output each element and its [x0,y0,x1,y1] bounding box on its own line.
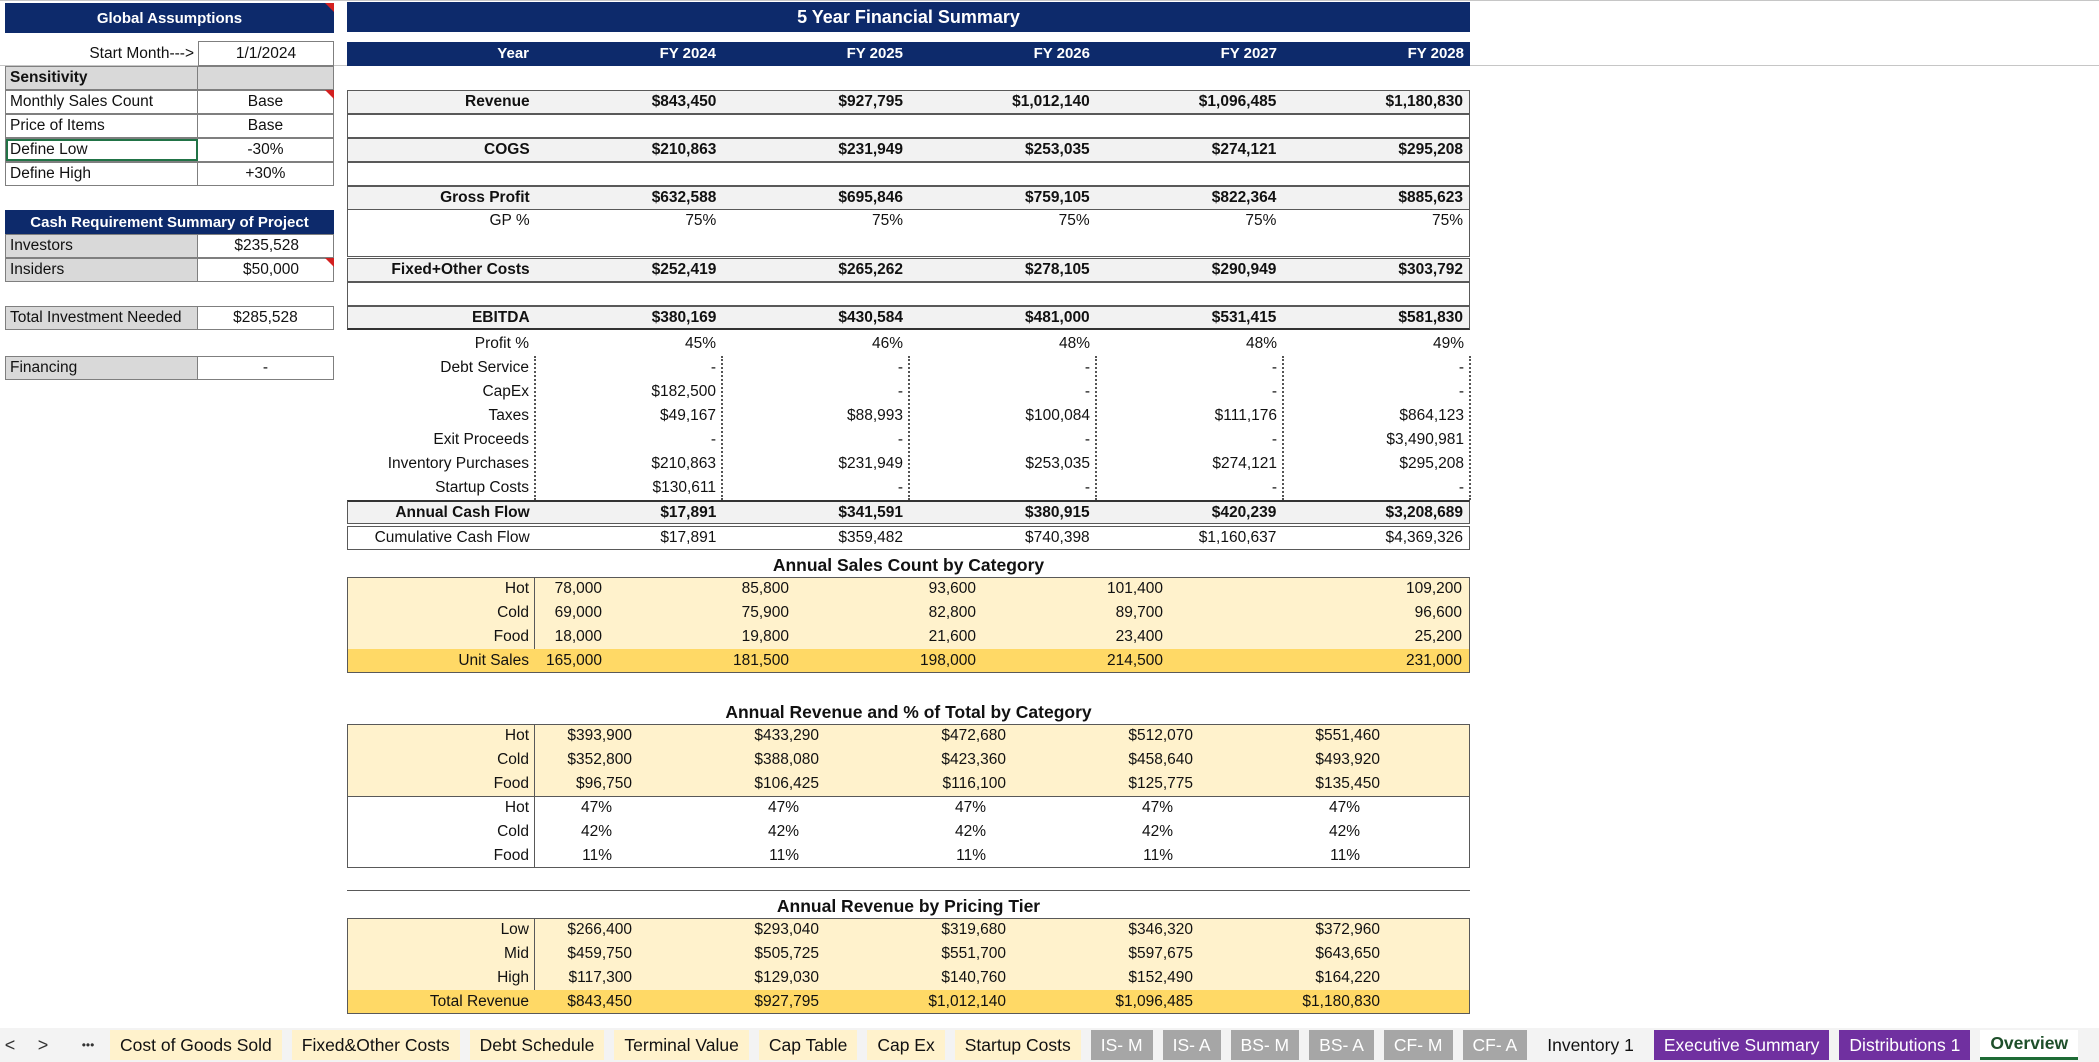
revenue-category-0-label: Hot [504,727,529,744]
revenue-category-0-value[interactable]: $393,900 [567,727,632,744]
detail-4-value[interactable]: - [1271,431,1277,448]
annual-cash-flow-label: Annual Cash Flow [395,503,530,521]
sales-count-0-value[interactable]: 93,600 [928,580,976,597]
detail-0-value[interactable]: 48% [1245,335,1277,352]
fixed-other-row [347,258,1470,282]
revenue-pct-0-value[interactable]: 47% [1328,799,1360,816]
gp-pct-value[interactable]: 75% [1058,212,1090,229]
revenue-category-0-value[interactable]: $551,460 [1315,727,1380,744]
detail-5-value[interactable]: $274,121 [1212,455,1277,472]
sensitivity-row [5,114,334,138]
sensitivity-row-value[interactable]: -30% [247,141,284,158]
sensitivity-row-label: Define High [6,163,198,185]
dotted-separator [1095,356,1097,500]
pricing-tier-title: Annual Revenue by Pricing Tier [776,896,1041,916]
start-month-label: Start Month---> [89,44,194,62]
cash-requirement-row [5,258,334,282]
total-revenue-value[interactable]: $843,450 [567,993,632,1010]
revenue-pct-0-value[interactable]: 47% [1141,799,1173,816]
detail-2-value[interactable]: - [1458,383,1464,400]
detail-6-value[interactable]: - [897,479,903,496]
sales-count-1-value[interactable]: 69,000 [554,604,602,621]
pricing-tier-2-label: High [497,969,529,986]
sales-count-2-value[interactable]: 19,800 [741,628,789,645]
revenue-category-1-value[interactable]: $423,360 [941,751,1006,768]
sales-count-1-value[interactable]: 75,900 [741,604,789,621]
blank-row [347,114,1470,138]
pricing-tier-1-value[interactable]: $643,650 [1315,945,1380,962]
dotted-separator [721,356,723,500]
tab-bs-a[interactable]: BS- A [1309,1030,1374,1060]
unit-sales-value[interactable]: 231,000 [1405,652,1462,669]
detail-1-label: Debt Service [440,359,529,376]
revenue-category-2-value[interactable]: $96,750 [575,775,632,792]
sales-count-0-value[interactable]: 78,000 [554,580,602,597]
pricing-tier-2-value[interactable]: $152,490 [1128,969,1193,986]
revenue-category-1-value[interactable]: $458,640 [1128,751,1193,768]
cash-requirement-label: Insiders [6,259,198,281]
total-revenue-value[interactable]: $1,096,485 [1115,993,1193,1010]
tab-cf-m[interactable]: CF- M [1384,1030,1453,1060]
ebitda-value[interactable]: $581,830 [1398,308,1464,326]
fixed-other-value[interactable]: $278,105 [1025,261,1090,278]
revenue-pct-2-value[interactable]: 11% [769,847,799,864]
cash-requirement-value[interactable]: $50,000 [242,261,299,278]
revenue-value[interactable]: $1,012,140 [1012,93,1090,110]
revenue-value[interactable]: $927,795 [838,93,904,110]
revenue-category-2-label: Food [493,775,529,792]
tab-fixed-other-costs[interactable]: Fixed&Other Costs [292,1030,460,1060]
cogs-value[interactable]: $210,863 [651,141,717,158]
pricing-tier-2-value[interactable]: $117,300 [568,969,632,986]
detail-5-value[interactable]: $295,208 [1399,455,1464,472]
revenue-category-0-value[interactable]: $472,680 [941,727,1006,744]
tab-bs-m[interactable]: BS- M [1231,1030,1300,1060]
gross-profit-value[interactable]: $885,623 [1398,189,1464,206]
cogs-value[interactable]: $231,949 [838,141,904,158]
detail-4-label: Exit Proceeds [433,431,529,448]
table-column-border [534,918,535,990]
cogs-value[interactable]: $253,035 [1025,141,1090,158]
detail-3-value[interactable]: $864,123 [1399,407,1464,424]
section-divider [347,890,1470,891]
detail-1-value[interactable]: - [1458,359,1464,376]
revenue-pct-2-value[interactable]: 11% [582,847,612,864]
cumulative-cash-flow-value[interactable]: $359,482 [838,529,904,546]
table-column-border [534,577,535,649]
revenue-category-0-value[interactable]: $433,290 [754,727,819,744]
pricing-tier-1-value[interactable]: $459,750 [567,945,632,962]
cumulative-cash-flow-value[interactable]: $1,160,637 [1198,529,1277,546]
detail-6-value[interactable]: $130,611 [652,479,716,496]
blank-row [347,162,1470,186]
sales-count-1-label: Cold [497,604,529,621]
sensitivity-row-label: Monthly Sales Count [6,91,198,113]
revenue-pct-2-value[interactable]: 11% [956,847,986,864]
sales-count-1-value[interactable]: 96,600 [1414,604,1462,621]
cogs-row [347,138,1470,162]
sensitivity-row-value[interactable]: +30% [245,165,286,182]
sensitivity-row [5,138,334,162]
sensitivity-row-label: Price of Items [6,115,198,137]
gridline [0,0,2099,1]
sales-count-0-value[interactable]: 101,400 [1106,580,1163,597]
sensitivity-header [5,66,334,90]
tab-distributions-1[interactable]: Distributions 1 [1839,1030,1970,1060]
table-border [347,918,1470,1014]
detail-4-value[interactable]: - [897,431,903,448]
annual-cash-flow-value[interactable]: $420,239 [1211,503,1277,521]
total-revenue-value[interactable]: $927,795 [754,993,819,1010]
revenue-pct-1-value[interactable]: 42% [767,823,799,840]
tab-executive-summary[interactable]: Executive Summary [1654,1030,1830,1060]
revenue-category-1-value[interactable]: $388,080 [754,751,819,768]
total-investment-value[interactable]: $285,528 [233,309,298,326]
sales-count-0-value[interactable]: 85,800 [741,580,789,597]
tab-scroll-left-icon[interactable]: < [4,1034,16,1055]
year-cells [535,42,1470,66]
financing-label: Financing [6,357,198,379]
gross-profit-label: Gross Profit [440,189,530,206]
fixed-other-value[interactable]: $265,262 [838,261,904,278]
revenue-category-2-value[interactable]: $135,450 [1315,775,1380,792]
revenue-pct-1-value[interactable]: 42% [1141,823,1173,840]
financing-value[interactable]: - [262,359,268,376]
cogs-value[interactable]: $295,208 [1398,141,1464,158]
dotted-separator [1469,356,1471,500]
revenue-pct-1-value[interactable]: 42% [954,823,986,840]
gross-profit-value[interactable]: $695,846 [838,189,904,206]
year-label: Year [497,45,529,62]
gp-pct-label: GP % [489,212,530,229]
year-cell: FY 2025 [846,45,903,62]
tab-cf-a[interactable]: CF- A [1463,1030,1528,1060]
sales-count-title: Annual Sales Count by Category [772,555,1045,575]
detail-0-value[interactable]: 48% [1058,335,1090,352]
revenue-pct-0-value[interactable]: 47% [954,799,986,816]
tab-cap-table[interactable]: Cap Table [759,1030,858,1060]
tab-cap-ex[interactable]: Cap Ex [867,1030,944,1060]
revenue-value[interactable]: $1,096,485 [1198,93,1277,110]
detail-3-value[interactable]: $111,176 [1214,407,1277,424]
revenue-category-2-value[interactable]: $116,100 [942,775,1006,792]
sensitivity-row [5,162,334,186]
fixed-other-value[interactable]: $252,419 [651,261,717,278]
ebitda-label: EBITDA [471,308,530,326]
total-revenue-value[interactable]: $1,180,830 [1302,993,1380,1010]
revenue-category-2-value[interactable]: $125,775 [1128,775,1193,792]
revenue-pct-1-label: Cold [497,823,529,840]
revenue-category-2-value[interactable]: $106,425 [754,775,819,792]
unit-sales-value[interactable]: 181,500 [732,652,789,669]
gp-pct-value[interactable]: 75% [1245,212,1277,229]
tab-startup-costs[interactable]: Startup Costs [955,1030,1081,1060]
gross-profit-value[interactable]: $822,364 [1211,189,1277,206]
detail-3-value[interactable]: $88,993 [846,407,903,424]
gross-profit-row [347,186,1470,210]
sensitivity-blank [198,67,333,89]
sales-count-1-value[interactable]: 82,800 [928,604,976,621]
gross-profit-value[interactable]: $632,588 [651,189,717,206]
comment-indicator-icon [325,258,334,267]
year-cell: FY 2028 [1407,45,1464,62]
detail-3-value[interactable]: $49,167 [659,407,716,424]
cash-requirement-label: Investors [6,235,198,257]
sales-count-2-label: Food [493,628,529,645]
sheet-tabs [110,1030,2088,1060]
detail-4-value[interactable]: $3,490,981 [1386,431,1464,448]
fixed-other-label: Fixed+Other Costs [391,261,530,278]
sales-count-2-value[interactable]: 18,000 [554,628,602,645]
detail-2-value[interactable]: $182,500 [651,383,716,400]
pricing-tier-2-value[interactable]: $140,760 [941,969,1006,986]
gp-pct-value[interactable]: 75% [871,212,904,229]
revenue-pct-2-value[interactable]: 11% [1330,847,1360,864]
year-cell: FY 2024 [659,45,716,62]
cumulative-cash-flow-label: Cumulative Cash Flow [374,529,530,546]
detail-3-value[interactable]: $100,084 [1025,407,1090,424]
revenue-pct-0-value[interactable]: 47% [580,799,612,816]
total-investment-row [5,306,334,330]
tab-is-a[interactable]: IS- A [1163,1030,1221,1060]
cumulative-cash-flow-value[interactable]: $4,369,326 [1385,529,1464,546]
total-investment-label: Total Investment Needed [6,307,198,329]
total-revenue-value[interactable]: $1,012,140 [928,993,1006,1010]
cash-requirement-header: Cash Requirement Summary of Project [5,210,334,234]
fixed-other-value[interactable]: $290,949 [1211,261,1277,278]
pricing-tier-1-value[interactable]: $597,675 [1128,945,1193,962]
revenue-pct-0-value[interactable]: 47% [767,799,799,816]
dotted-separator [908,356,910,500]
detail-2-label: CapEx [482,383,529,400]
sensitivity-row [5,90,334,114]
table-border [347,577,1470,673]
detail-3-label: Taxes [488,407,529,424]
annual-cash-flow-value[interactable]: $3,208,689 [1385,503,1464,521]
ebitda-value[interactable]: $430,584 [838,308,904,326]
table-inner-border [347,796,1470,797]
start-month-cell[interactable]: 1/1/2024 [198,41,334,66]
start-month-row [5,41,334,66]
tab-scroll-right-icon[interactable]: > [37,1034,49,1055]
sales-count-0-label: Hot [504,580,529,597]
cumulative-cash-flow-row [347,526,1470,550]
annual-cash-flow-value[interactable]: $341,591 [838,503,904,521]
blank-row [347,282,1470,306]
year-header-row [347,42,1470,66]
tab-inventory-1[interactable]: Inventory 1 [1547,1034,1634,1055]
detail-2-value[interactable]: - [1271,383,1277,400]
detail-0-row [347,332,1470,356]
annual-cash-flow-row [347,500,1470,524]
revenue-category-0-value[interactable]: $512,070 [1128,727,1193,744]
gp-pct-row [347,210,1470,257]
detail-6-label: Startup Costs [435,479,529,496]
unit-sales-label: Unit Sales [458,652,529,669]
cogs-value[interactable]: $274,121 [1211,141,1277,158]
dotted-separator [1282,356,1284,500]
cash-requirement-value[interactable]: $235,528 [234,237,299,254]
sales-count-2-value[interactable]: 21,600 [928,628,976,645]
unit-sales-value[interactable]: 165,000 [545,652,602,669]
revenue-value[interactable]: $843,450 [651,93,717,110]
total-revenue-label: Total Revenue [429,993,529,1010]
sales-count-0-value[interactable]: 109,200 [1405,580,1462,597]
detail-6-value[interactable]: - [1084,479,1090,496]
pricing-tier-0-value[interactable]: $319,680 [941,921,1006,938]
ebitda-value[interactable]: $481,000 [1025,308,1090,326]
revenue-category-title: Annual Revenue and % of Total by Category [725,702,1092,722]
pricing-tier-0-value[interactable]: $266,400 [567,921,632,938]
more-tabs-icon[interactable]: ••• [81,1038,95,1052]
pricing-tier-0-value[interactable]: $293,040 [754,921,819,938]
detail-0-label: Profit % [474,335,529,352]
detail-2-value[interactable]: - [1084,383,1090,400]
revenue-pct-0-label: Hot [504,799,529,816]
fixed-other-value[interactable]: $303,792 [1398,261,1464,278]
detail-0-value[interactable]: 45% [684,335,716,352]
detail-5-label: Inventory Purchases [387,455,529,472]
revenue-category-1-value[interactable]: $493,920 [1315,751,1380,768]
tab-terminal-value[interactable]: Terminal Value [614,1030,748,1060]
detail-1-value[interactable]: - [1271,359,1277,376]
ebitda-value[interactable]: $380,169 [651,308,717,326]
gp-pct-value[interactable]: 75% [685,212,717,229]
annual-cash-flow-value[interactable]: $17,891 [660,503,717,521]
detail-0-value[interactable]: 49% [1432,335,1464,352]
unit-sales-value[interactable]: 198,000 [919,652,976,669]
annual-cash-flow-value[interactable]: $380,915 [1025,503,1090,521]
global-assumptions-header: Global Assumptions [5,3,334,33]
pricing-tier-0-label: Low [500,921,529,938]
year-cell: FY 2026 [1033,45,1090,62]
pricing-tier-0-value[interactable]: $372,960 [1315,921,1380,938]
revenue-category-1-label: Cold [497,751,529,768]
tab-overview[interactable]: Overview [1980,1030,2078,1060]
detail-1-value[interactable]: - [1084,359,1090,376]
pricing-tier-1-label: Mid [504,945,529,962]
detail-1-value[interactable]: - [897,359,903,376]
sheet-tab-bar [0,1028,2099,1062]
tab-cost-of-goods-sold[interactable]: Cost of Goods Sold [110,1030,282,1060]
detail-4-value[interactable]: - [710,431,716,448]
comment-indicator-icon [325,90,334,99]
sensitivity-label: Sensitivity [6,67,198,89]
sales-count-1-value[interactable]: 89,700 [1115,604,1163,621]
revenue-label: Revenue [465,93,530,110]
year-cell: FY 2027 [1220,45,1277,62]
revenue-value[interactable]: $1,180,830 [1385,93,1464,110]
detail-6-value[interactable]: - [1271,479,1277,496]
detail-1-value[interactable]: - [710,359,716,376]
detail-5-value[interactable]: $231,949 [838,455,903,472]
pricing-tier-2-value[interactable]: $129,030 [754,969,819,986]
detail-0-value[interactable]: 46% [871,335,903,352]
sensitivity-row-label: Define Low [6,139,198,161]
cumulative-cash-flow-value[interactable]: $17,891 [660,529,717,546]
revenue-pct-2-label: Food [493,847,529,864]
comment-indicator-icon [325,3,334,12]
revenue-pct-1-value[interactable]: 42% [1328,823,1360,840]
pricing-tier-1-value[interactable]: $505,725 [754,945,819,962]
tab-is-m[interactable]: IS- M [1091,1030,1153,1060]
sales-count-2-value[interactable]: 23,400 [1115,628,1163,645]
revenue-row [347,90,1470,114]
detail-2-value[interactable]: - [897,383,903,400]
cash-requirement-row [5,234,334,258]
sensitivity-row-value[interactable]: Base [247,93,284,110]
detail-5-value[interactable]: $253,035 [1025,455,1090,472]
detail-4-value[interactable]: - [1084,431,1090,448]
financing-row [5,356,334,380]
dotted-separator [534,356,536,500]
pricing-tier-2-value[interactable]: $164,220 [1315,969,1380,986]
revenue-pct-2-value[interactable]: 11% [1143,847,1173,864]
detail-5-value[interactable]: $210,863 [651,455,716,472]
revenue-pct-1-value[interactable]: 42% [580,823,612,840]
pricing-tier-1-value[interactable]: $551,700 [941,945,1006,962]
detail-6-value[interactable]: - [1458,479,1464,496]
gp-pct-value[interactable]: 75% [1432,212,1464,229]
revenue-category-1-value[interactable]: $352,800 [567,751,632,768]
pricing-tier-0-value[interactable]: $346,320 [1128,921,1193,938]
unit-sales-value[interactable]: 214,500 [1106,652,1163,669]
sensitivity-row-value[interactable]: Base [247,117,284,134]
cumulative-cash-flow-value[interactable]: $740,398 [1025,529,1090,546]
financial-summary-title: 5 Year Financial Summary [347,2,1470,32]
gross-profit-value[interactable]: $759,105 [1025,189,1090,206]
ebitda-row [347,306,1470,330]
sales-count-2-value[interactable]: 25,200 [1414,628,1462,645]
tab-debt-schedule[interactable]: Debt Schedule [470,1030,605,1060]
ebitda-value[interactable]: $531,415 [1211,308,1277,326]
cogs-label: COGS [484,141,530,158]
